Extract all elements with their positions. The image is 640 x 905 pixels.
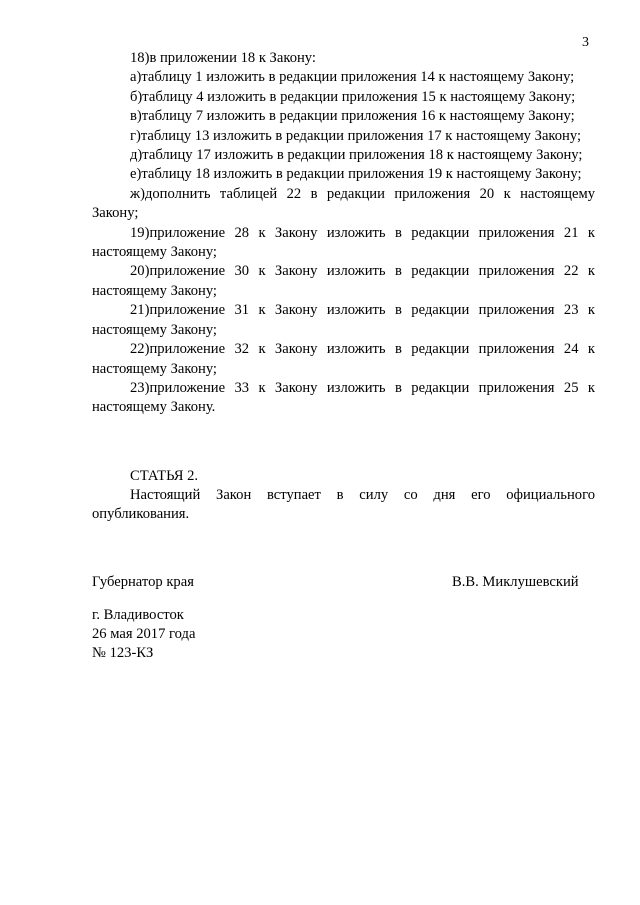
list-item: д)таблицу 17 изложить в редакции приложения 18 к настоящему Закону; — [130, 147, 583, 164]
list-item: 23)приложение 33 к Закону изложить в редакции приложения 25 к настоящему Закону. — [92, 379, 595, 416]
list-item: е)таблицу 18 изложить в редакции приложения 19 к настоящему Закону; — [130, 166, 582, 183]
page-number: 3 — [582, 35, 589, 50]
document-number: № 123-КЗ — [92, 645, 154, 661]
list-item: в)таблицу 7 изложить в редакции приложения 16 к настоящему Закону; — [130, 108, 575, 125]
list-item: 20)приложение 30 к Закону изложить в редакции приложения 22 к настоящему Закону; — [92, 263, 595, 299]
article-text: Настоящий Закон вступает в силу со дня его официального опубликования. — [92, 487, 595, 522]
article-2 — [92, 467, 595, 524]
list-item: г)таблицу 13 изложить в редакции приложения 17 к настоящему Закону; — [130, 127, 582, 144]
amendment-list — [92, 49, 595, 418]
list-item: 21)приложение 31 к Закону изложить в редакции приложения 23 к настоящему Закону; — [92, 302, 595, 338]
list-item: 22)приложение 32 к Закону изложить в редакции приложения 24 к настоящему Закону; — [92, 341, 595, 377]
list-item: б)таблицу 4 изложить в редакции приложения 15 к настоящему Закону; — [130, 88, 576, 105]
article-heading: СТАТЬЯ 2. — [130, 468, 199, 484]
document-details — [92, 606, 195, 663]
city: г. Владивосток — [92, 607, 184, 623]
list-item: а)таблицу 1 изложить в редакции приложения 14 к настоящему Закону; — [130, 69, 575, 86]
list-item: 18)в приложении 18 к Закону: — [130, 50, 316, 66]
governor-title: Губернатор края — [92, 574, 194, 590]
governor-name: В.В. Миклушевский — [452, 574, 579, 590]
list-item: 19)приложение 28 к Закону изложить в редакции приложения 21 к настоящему Закону; — [92, 224, 595, 261]
list-item: ж)дополнить таблицей 22 в редакции приложения 20 к настоящему Закону; — [92, 185, 595, 222]
date: 26 мая 2017 года — [92, 626, 196, 642]
